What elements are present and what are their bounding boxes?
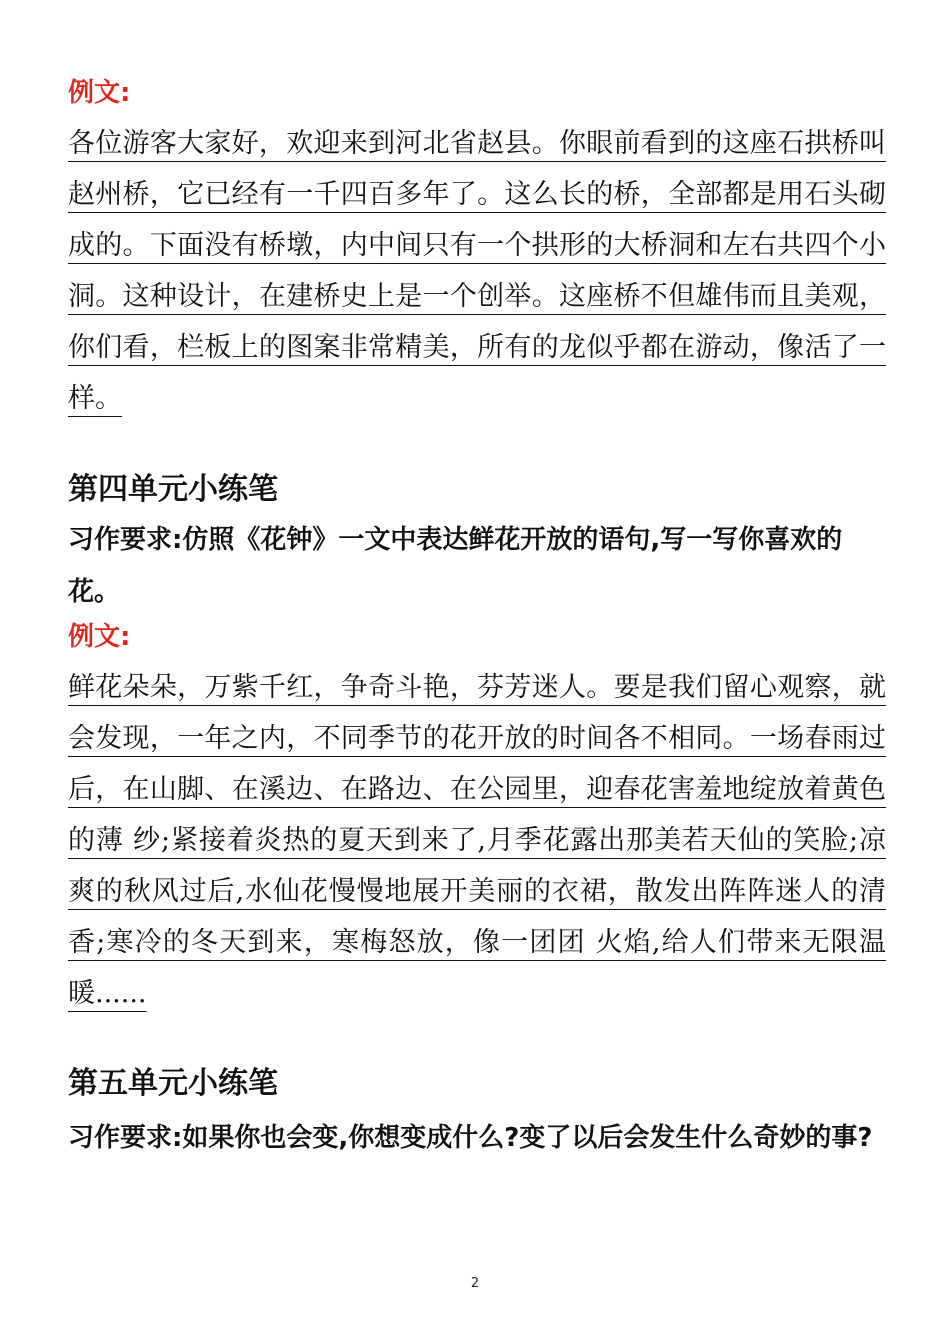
unit4-example-label: 例文: — [68, 622, 131, 652]
unit3-example-label: 例文: — [68, 78, 131, 108]
page-number: 2 — [470, 1276, 480, 1291]
unit4-requirement: 习作要求:仿照《花钟》一文中表达鲜花开放的语句,写一写你喜欢的花。 — [68, 525, 843, 607]
unit4-example-text: 鲜花朵朵，万紫千红，争奇斗艳，芬芳迷人。要是我们留心观察，就会发现，一年之内，不同季节的花开放的时间各不相同。一场春雨过后，在山脚、在溪边、在路边、在公园里，迎春花害羞地绽放着黄色的薄 纱;紧接着炎热的夏天到来了,月季花露出那美若天仙的笑脸;凉爽的秋风过后,水仙花慢慢地展开美丽的衣裙，散发出阵阵迷人的清香;寒冷的冬天到来，寒梅怒放，像一团团 火焰,给人们带来无限温暖...... — [68, 672, 886, 1009]
unit3-example-text: 各位游客大家好，欢迎来到河北省赵县。你眼前看到的这座石拱桥叫赵州桥，它已经有一千四百多年了。这么长的桥，全部都是用石头砌成的。下面没有桥墩，内中间只有一个拱形的大桥洞和左右共四个小洞。这种设计，在建桥史上是一个创举。这座桥不但雄伟而且美观，你们看，栏板上的图案非常精美，所有的龙似乎都在游动，像活了一样。 — [68, 128, 886, 414]
unit5-title: 第五单元小练笔 — [68, 1066, 278, 1101]
unit5-requirement: 习作要求:如果你也会变,你想变成什么?变了以后会发生什么奇妙的事? — [68, 1123, 873, 1153]
unit4-title: 第四单元小练笔 — [68, 472, 278, 507]
